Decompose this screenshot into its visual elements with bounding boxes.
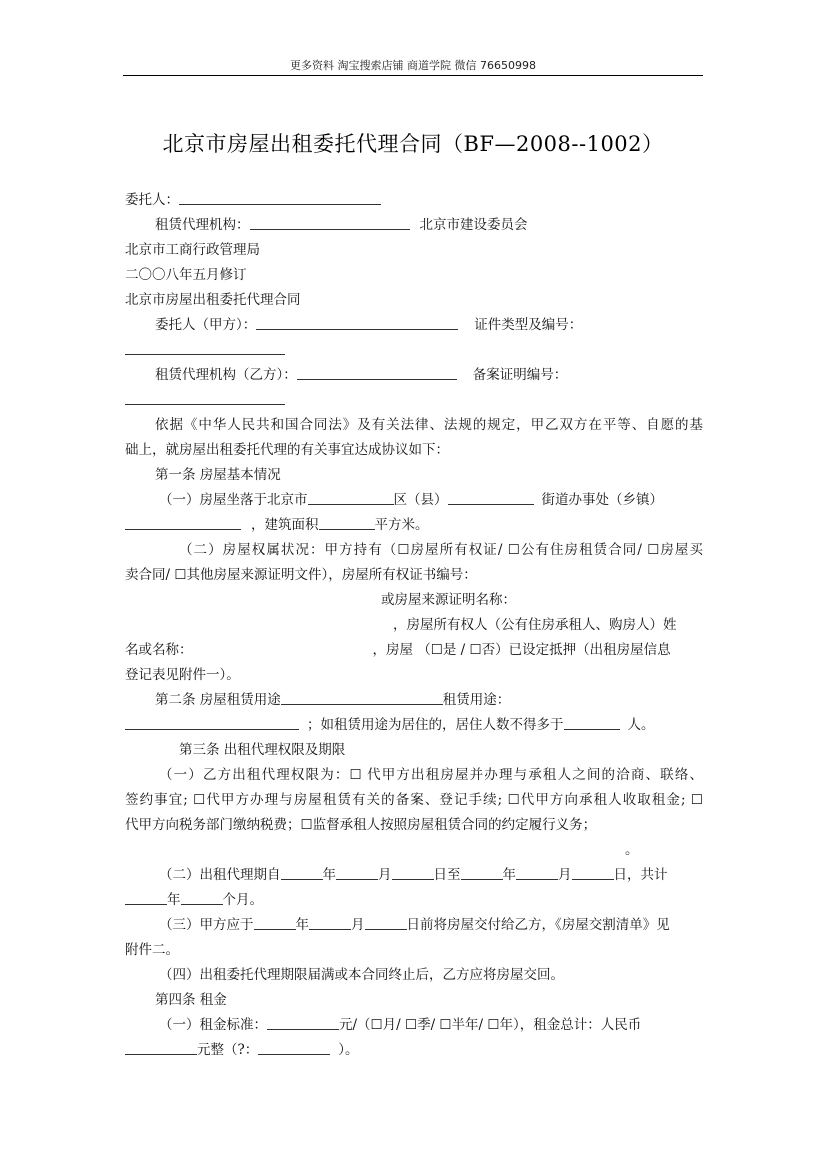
blank-field xyxy=(125,890,167,905)
paragraph-line: （一）乙方出租代理权限为：☐ 代甲方出租房屋并办理与承租人之间的洽商、联络、 xyxy=(159,767,703,783)
paragraph-line: （一）租金标准： 元/（☐月/ ☐季/ ☐半年/ ☐年），租金总计：人民币 xyxy=(159,1017,642,1033)
blank-field xyxy=(179,190,381,205)
page-header: 更多资料 淘宝搜索店铺 商道学院 微信 76650998 xyxy=(290,59,536,72)
line-blank xyxy=(125,338,703,363)
paragraph-line: 登记表见附件一）。 xyxy=(125,667,240,683)
paragraph-line: 。 xyxy=(625,842,639,858)
blank-field xyxy=(125,340,285,355)
paragraph-line: 签约事宜; ☐代甲方办理与房屋租赁有关的备案、登记手续; ☐代甲方向承租人收取租金; ☐ xyxy=(125,792,703,808)
blank-field xyxy=(125,1040,197,1055)
line-party-b: 租赁代理机构（乙方）： 备案证明编号： xyxy=(155,367,568,383)
blank-field xyxy=(564,715,620,730)
paragraph-line: （一）房屋坐落于北京市 区（县） 街道办事处（乡镇） xyxy=(159,492,663,508)
article-heading: 第三条 出租代理权限及期限 xyxy=(179,742,346,758)
blank-field xyxy=(181,890,223,905)
blank-field xyxy=(281,865,323,880)
paragraph-line: 元整（?： ）。 xyxy=(125,1038,703,1063)
blank-field xyxy=(319,515,375,530)
blank-field xyxy=(336,865,378,880)
paragraph-line: 代甲方向税务部门缴纳税费；☐监督承租人按照房屋租赁合同的约定履行义务； xyxy=(125,817,597,833)
header-rule xyxy=(123,75,703,76)
blank-field xyxy=(461,865,503,880)
article-heading: 第二条 房屋租赁用途 租赁用途： xyxy=(155,692,511,708)
blank-field xyxy=(258,1040,330,1055)
paragraph-line: ，建筑面积 平方米。 xyxy=(125,513,703,538)
paragraph-line: （二）房屋权属状况：甲方持有（☐房屋所有权证/ ☐公有住房租赁合同/ ☐房屋买 xyxy=(179,542,703,558)
line-subtitle: 北京市房屋出租委托代理合同 xyxy=(125,292,301,308)
paragraph-line: （四）出租委托代理期限届满或本合同终止后，乙方应将房屋交回。 xyxy=(159,967,564,983)
paragraph-line: ，房屋所有权人（公有住房承租人、购房人）姓 xyxy=(393,617,677,633)
blank-field xyxy=(365,915,407,930)
blank-field xyxy=(250,215,410,230)
blank-field xyxy=(125,715,299,730)
blank-field xyxy=(297,365,457,380)
blank-field xyxy=(281,690,443,705)
line-blank xyxy=(125,388,703,413)
line-issuer: 北京市工商行政管理局 xyxy=(125,242,260,258)
contract-body xyxy=(125,188,703,1063)
paragraph-line: 附件二。 xyxy=(125,942,179,958)
line-party-a: 委托人（甲方）： 证件类型及编号： xyxy=(155,317,583,333)
line-principal: 委托人： xyxy=(125,188,703,213)
blank-field xyxy=(308,490,394,505)
paragraph-line: 年 个月。 xyxy=(125,888,703,913)
paragraph-line: （三）甲方应于 年 月 日前将房屋交付给乙方，《房屋交割清单》见 xyxy=(159,917,670,933)
paragraph-line: 名或名称： ，房屋 （☐是 / ☐否）已设定抵押（出租房屋信息 xyxy=(125,642,671,658)
paragraph-line: （二）出租代理期自 年 月 日至 年 月 日，共计 xyxy=(159,867,668,883)
article-heading: 第一条 房屋基本情况 xyxy=(155,467,281,483)
paragraph-line: 础上，就房屋出租委托代理的有关事宜达成协议如下： xyxy=(125,442,449,458)
paragraph-line: 卖合同/ ☐其他房屋来源证明文件），房屋所有权证书编号： xyxy=(125,567,477,583)
paragraph-line: 或房屋来源证明名称： xyxy=(381,592,516,608)
paragraph-line: 依据《中华人民共和国合同法》及有关法律、法规的规定，甲乙双方在平等、自愿的基 xyxy=(155,417,703,433)
blank-field xyxy=(125,390,285,405)
line-revision: 二〇〇八年五月修订 xyxy=(125,267,247,283)
blank-field xyxy=(392,865,434,880)
article-heading: 第四条 租金 xyxy=(155,992,227,1008)
blank-field xyxy=(516,865,558,880)
blank-field xyxy=(448,490,534,505)
document-title: 北京市房屋出租委托代理合同（BF—2008--1002） xyxy=(162,132,664,156)
blank-field xyxy=(309,915,351,930)
blank-field xyxy=(254,915,296,930)
paragraph-line: ；如租赁用途为居住的，居住人数不得多于 人。 xyxy=(125,713,703,738)
blank-field xyxy=(572,865,614,880)
blank-field xyxy=(256,315,458,330)
blank-field xyxy=(125,515,241,530)
line-agency: 租赁代理机构： 北京市建设委员会 xyxy=(155,217,528,233)
blank-field xyxy=(267,1015,339,1030)
